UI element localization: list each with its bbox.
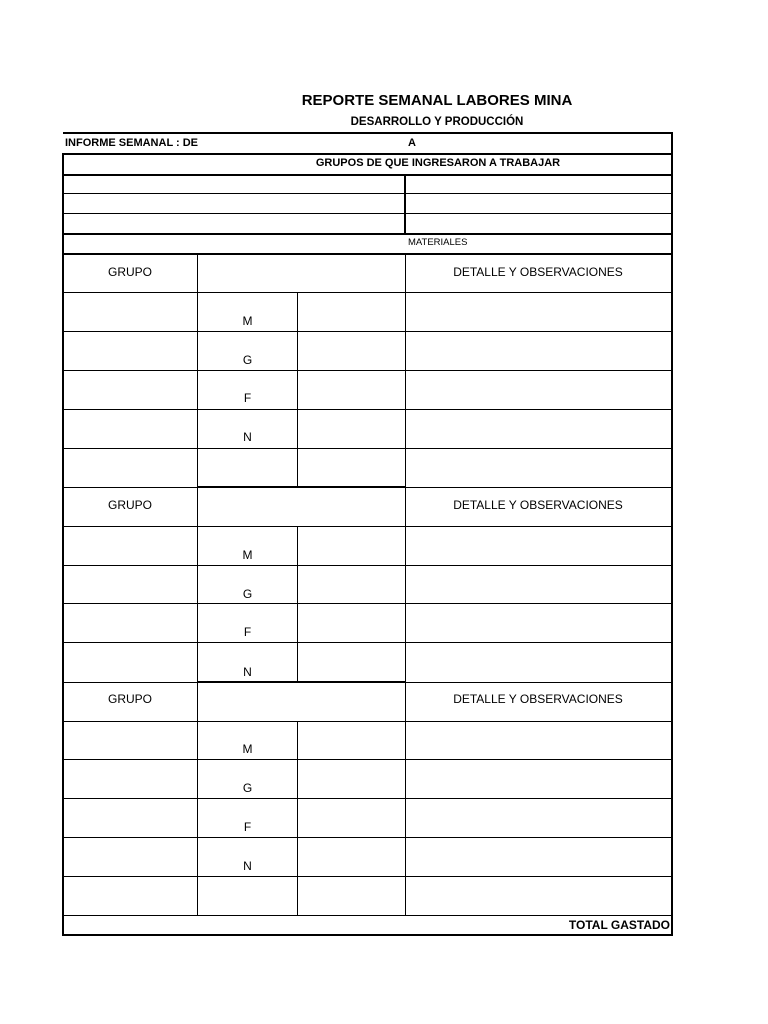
- divider: [297, 292, 298, 487]
- divider: [404, 174, 406, 233]
- row-divider: [63, 292, 672, 293]
- letter-f: F: [243, 820, 252, 834]
- total-gastado-label: TOTAL GASTADO: [568, 918, 670, 932]
- letter-m: M: [242, 548, 253, 562]
- row-divider: [63, 915, 672, 916]
- divider: [63, 233, 672, 235]
- divider: [63, 213, 672, 214]
- row-divider: [63, 603, 672, 604]
- letter-g: G: [242, 781, 253, 795]
- section-divider: [63, 487, 672, 488]
- letter-g: G: [242, 353, 253, 367]
- grupo-label: GRUPO: [107, 498, 152, 512]
- divider: [63, 132, 672, 134]
- divider: [297, 526, 298, 682]
- section-divider: [198, 681, 405, 682]
- divider: [63, 153, 672, 155]
- divider: [197, 487, 198, 682]
- frame-bottom: [62, 934, 673, 936]
- section-divider: [63, 682, 672, 683]
- row-divider: [63, 331, 672, 332]
- materiales-label: MATERIALES: [408, 237, 468, 248]
- divider: [63, 174, 672, 176]
- row-divider: [63, 370, 672, 371]
- report-title: REPORTE SEMANAL LABORES MINA: [301, 92, 573, 109]
- row-divider: [63, 876, 672, 877]
- report-subtitle: DESARROLLO Y PRODUCCIÓN: [350, 116, 524, 128]
- letter-f: F: [243, 625, 252, 639]
- divider: [405, 487, 406, 682]
- row-divider: [63, 721, 672, 722]
- row-divider: [63, 642, 672, 643]
- letter-m: M: [242, 742, 253, 756]
- a-label: A: [408, 137, 416, 149]
- row-divider: [63, 448, 672, 449]
- frame-right: [671, 132, 673, 935]
- row-divider: [63, 565, 672, 566]
- divider: [297, 721, 298, 915]
- letter-m: M: [242, 314, 253, 328]
- letter-n: N: [243, 665, 252, 679]
- letter-g: G: [242, 587, 253, 601]
- detalle-label: DETALLE Y OBSERVACIONES: [453, 265, 623, 279]
- grupos-ingresaron-label: GRUPOS DE QUE INGRESARON A TRABAJAR: [315, 157, 561, 169]
- row-divider: [63, 759, 672, 760]
- divider: [63, 253, 672, 255]
- row-divider: [63, 798, 672, 799]
- informe-semanal-label: INFORME SEMANAL : DE: [65, 137, 199, 149]
- grupo-label: GRUPO: [107, 692, 152, 706]
- letter-n: N: [243, 430, 252, 444]
- letter-n: N: [243, 859, 252, 873]
- row-divider: [63, 409, 672, 410]
- detalle-label: DETALLE Y OBSERVACIONES: [453, 498, 623, 512]
- row-divider: [63, 837, 672, 838]
- letter-f: F: [243, 391, 252, 405]
- divider: [63, 193, 672, 194]
- detalle-label: DETALLE Y OBSERVACIONES: [453, 692, 623, 706]
- row-divider: [63, 526, 672, 527]
- grupo-label: GRUPO: [107, 265, 152, 279]
- section-divider: [198, 486, 405, 487]
